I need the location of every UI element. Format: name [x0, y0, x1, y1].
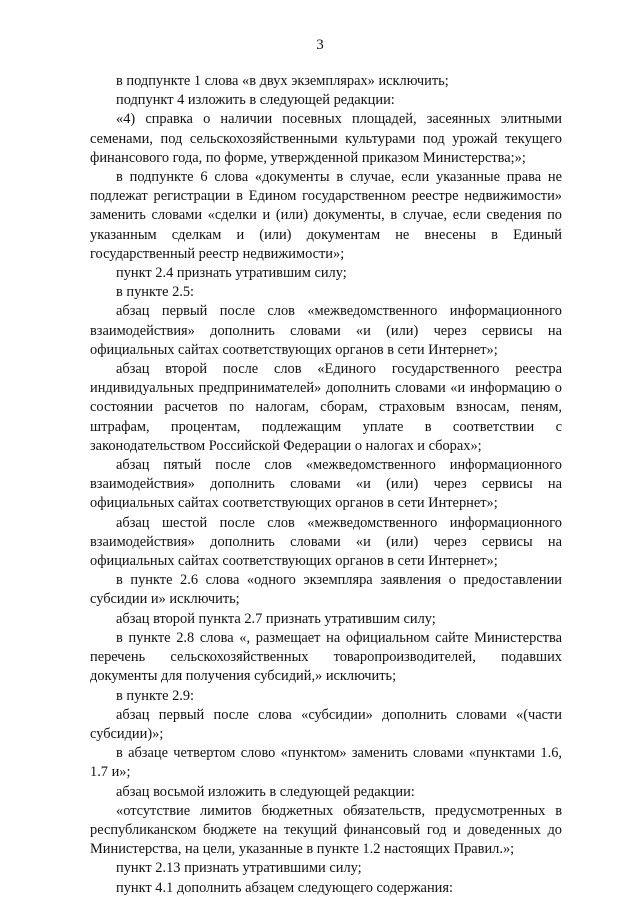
paragraph-5: пункт 2.4 признать утратившим силу;	[116, 265, 347, 282]
paragraph-18: «отсутствие лимитов бюджетных обязательств, предусмотренных в республиканском бюджете на текущий финансовый год и доведенных до Министерства, на цели, указанные в пункте 1.2 настоящих Правил.»;	[90, 802, 562, 858]
paragraph-11: в пункте 2.6 слова «одного экземпляра заявления о предоставлении субсидии и» исключить;	[90, 572, 562, 608]
paragraph-7: абзац первый после слов «межведомственного информационного взаимодействия» дополнить словами «и (или) через сервисы на официальных сайтах соответствующих органов в сети Интернет»;	[90, 303, 562, 358]
paragraph-10: абзац шестой после слов «межведомственного информационного взаимодействия» дополнить словами «и (или) через сервисы на официальных сайтах соответствующих органов в сети Интернет»;	[90, 514, 562, 570]
paragraph-6: в пункте 2.5:	[116, 284, 195, 301]
paragraph-15: абзац первый после слова «субсидии» дополнить словами «(части субсидии)»;	[90, 706, 562, 742]
paragraph-20: пункт 4.1 дополнить абзацем следующего содержания:	[116, 879, 453, 896]
paragraph-13: в пункте 2.8 слова «, размещает на официальном сайте Министерства перечень сельскохозяйственных товаропроизводителей, подавших документы для получения субсидий,» исключить;	[90, 629, 562, 685]
paragraph-12: абзац второй пункта 2.7 признать утратившим силу;	[116, 610, 436, 627]
paragraph-9: абзац пятый после слов «межведомственного информационного взаимодействия» дополнить словами «и (или) через сервисы на официальных сайтах соответствующих органов в сети Интернет»;	[90, 457, 562, 512]
paragraph-2: подпункт 4 изложить в следующей редакции:	[116, 92, 395, 109]
paragraph-19: пункт 2.13 признать утратившими силу;	[116, 860, 362, 877]
page-number: 3	[316, 37, 324, 53]
paragraph-16: в абзаце четвертом слово «пунктом» заменить словами «пунктами 1.6, 1.7 и»;	[90, 745, 562, 781]
paragraph-4: в подпункте 6 слова «документы в случае, если указанные права не подлежат регистрации в Едином государственном реестре недвижимости» заменить словами «сделки и (или) документы, в случае, если сведения по указанным сделкам и (или) документам не внесены в Единый государственный реестр недвижимости»;	[90, 169, 562, 262]
paragraph-8: абзац второй после слов «Единого государственного реестра индивидуальных предпринимателей» дополнить словами «и информацию о состоянии расчетов по налогам, сборам, страховым взносам, пеням, штрафам, процентам, подлежащим уплате в соответствии с законодательством Российской Федерации о налогах и сборах»;	[90, 361, 562, 454]
paragraph-1: в подпункте 1 слова «в двух экземплярах» исключить;	[116, 73, 449, 89]
paragraph-17: абзац восьмой изложить в следующей редакции:	[116, 783, 415, 800]
paragraph-14: в пункте 2.9:	[116, 687, 195, 704]
paragraph-3: «4) справка о наличии посевных площадей, засеянных элитными семенами, под сельскохозяйственными культурами под урожай текущего финансового года, по форме, утвержденной приказом Министерства;»;	[90, 111, 562, 166]
document-body	[90, 72, 562, 898]
